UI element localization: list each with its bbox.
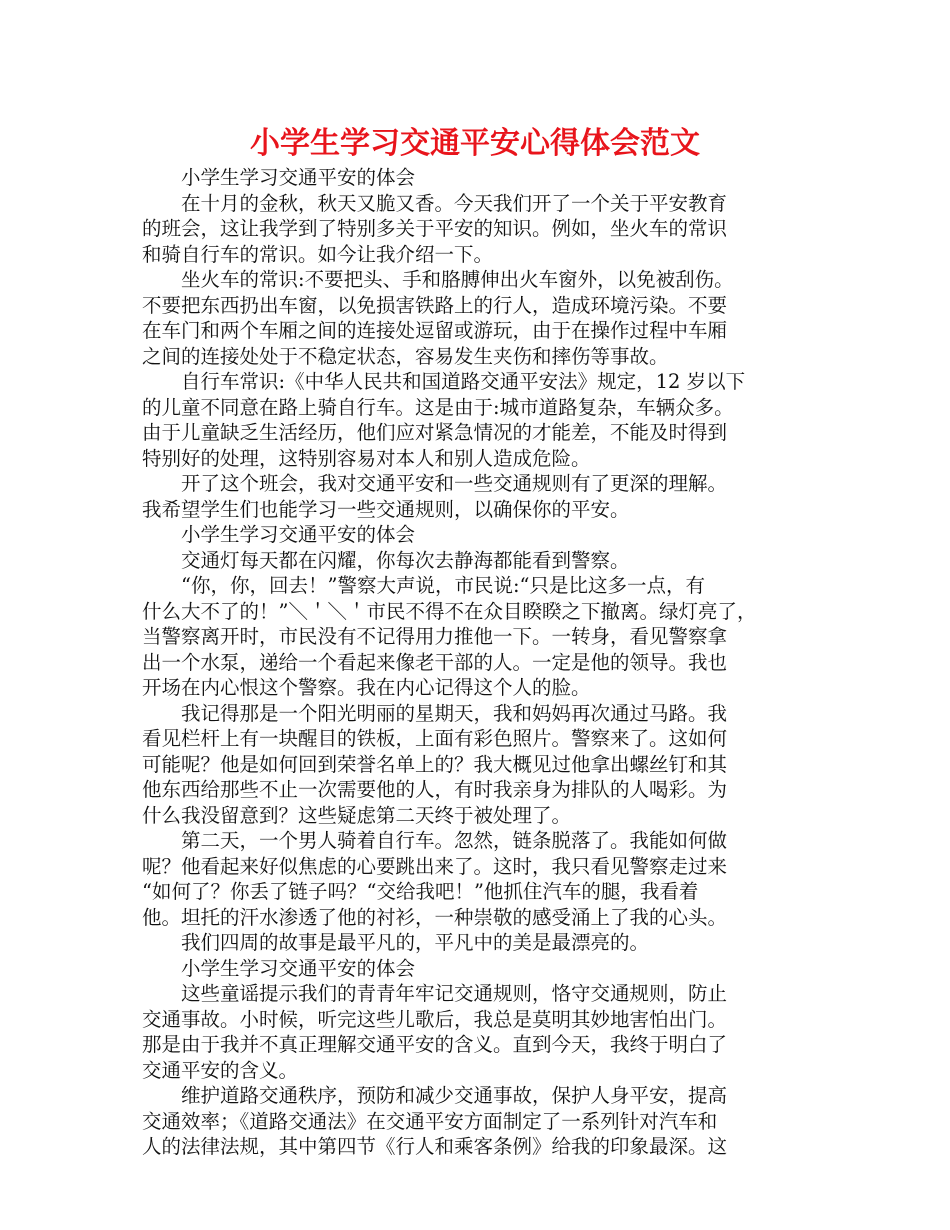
page-title: 小学生学习交通平安心得体会范文 xyxy=(250,126,700,161)
text-line: “如何了？你丢了链子吗？“交给我吧！”他抓住汽车的腿，我看着 xyxy=(142,880,699,903)
text-line: 这些童谣提示我们的青青年牢记交通规则，恪守交通规则，防止 xyxy=(142,982,728,1005)
text-line: 我们四周的故事是最平凡的，平凡中的美是最漂亮的。 xyxy=(142,931,650,954)
text-line: 他东西给那些不止一次需要他的人，有时我亲身为排队的人喝彩。为 xyxy=(142,778,728,801)
document-body xyxy=(142,165,810,1160)
text-line: 自行车常识:《中华人民共和国道路交通平安法》规定，12 岁以下 xyxy=(142,370,746,393)
text-line: 维护道路交通秩序，预防和减少交通事故，保护人身平安，提高 xyxy=(142,1084,728,1107)
text-line: 不要把东西扔出车窗，以免损害铁路上的行人，造成环境污染。不要 xyxy=(142,293,728,317)
text-line: 小学生学习交通平安的体会 xyxy=(142,523,416,546)
text-line: 和骑自行车的常识。如今让我介绍一下。 xyxy=(142,242,494,266)
text-line: 出一个水泵，递给一个看起来像老干部的人。一定是他的领导。我也 xyxy=(142,650,728,674)
text-line: 当警察离开时，市民没有不记得用力推他一下。一转身，看见警察拿 xyxy=(142,625,728,648)
text-line: 由于儿童缺乏生活经历，他们应对紧急情况的才能差，不能及时得到 xyxy=(142,421,728,444)
text-line: 人的法律法规，其中第四节《行人和乘客条例》给我的印象最深。这 xyxy=(142,1135,728,1158)
text-line: 我希望学生们也能学习一些交通规则，以确保你的平安。 xyxy=(142,497,630,521)
text-line: 可能呢？他是如何回到荣誉名单上的？我大概见过他拿出螺丝钉和其 xyxy=(142,752,728,776)
text-line: 坐火车的常识:不要把头、手和胳膊伸出火车窗外，以免被刮伤。 xyxy=(142,268,734,291)
text-line: 在十月的金秋，秋天又脆又香。今天我们开了一个关于平安教育 xyxy=(142,191,728,215)
text-line: 开了这个班会，我对交通平安和一些交通规则有了更深的理解。 xyxy=(142,472,728,495)
text-line: 呢？他看起来好似焦虑的心要跳出来了。这时，我只看见警察走过来 xyxy=(142,854,728,878)
text-line: 交通灯每天都在闪耀，你每次去静海都能看到警察。 xyxy=(142,548,630,572)
text-line: 我记得那是一个阳光明丽的星期天，我和妈妈再次通过马路。我 xyxy=(142,701,728,725)
text-line: 交通事故。小时候，听完这些儿歌后，我总是莫明其妙地害怕出门。 xyxy=(142,1007,728,1031)
text-line: 之间的连接处处于不稳定状态，容易发生夹伤和摔伤等事故。 xyxy=(142,344,669,368)
text-line: 开场在内心恨这个警察。我在内心记得这个人的脸。 xyxy=(142,676,591,699)
text-line: 的班会，这让我学到了特别多关于平安的知识。例如，坐火车的常识 xyxy=(142,217,728,240)
text-line: 看见栏杆上有一块醒目的铁板，上面有彩色照片。警察来了。这如何 xyxy=(142,727,728,750)
text-line: 他。坦托的汗水渗透了他的衬衫，一种崇敬的感受涌上了我的心头。 xyxy=(142,905,728,929)
text-line: 那是由于我并不真正理解交通平安的含义。直到今天，我终于明白了 xyxy=(142,1033,728,1056)
text-line: 什么我没留意到？这些疑虑第二天终于被处理了。 xyxy=(142,803,572,827)
text-line: 小学生学习交通平安的体会 xyxy=(142,956,416,980)
text-line: 小学生学习交通平安的体会 xyxy=(142,166,416,189)
text-line: “你，你，回去！”警察大声说，市民说:“只是比这多一点，有 xyxy=(142,574,705,597)
text-line: 什么大不了的！”＼＇＼＇市民不得不在众目睽睽之下撤离。绿灯亮了， xyxy=(142,599,757,623)
text-line: 交通平安的含义。 xyxy=(142,1058,299,1082)
text-line: 第二天，一个男人骑着自行车。忽然，链条脱落了。我能如何做 xyxy=(142,829,728,852)
text-line: 交通效率；《道路交通法》在交通平安方面制定了一系列针对汽车和 xyxy=(142,1109,718,1133)
text-line: 的儿童不同意在路上骑自行车。这是由于:城市道路复杂，车辆众多。 xyxy=(142,395,734,419)
text-line: 特别好的处理，这特别容易对本人和别人造成危险。 xyxy=(142,446,591,470)
text-line: 在车门和两个车厢之间的连接处逗留或游玩，由于在操作过程中车厢 xyxy=(142,319,728,342)
